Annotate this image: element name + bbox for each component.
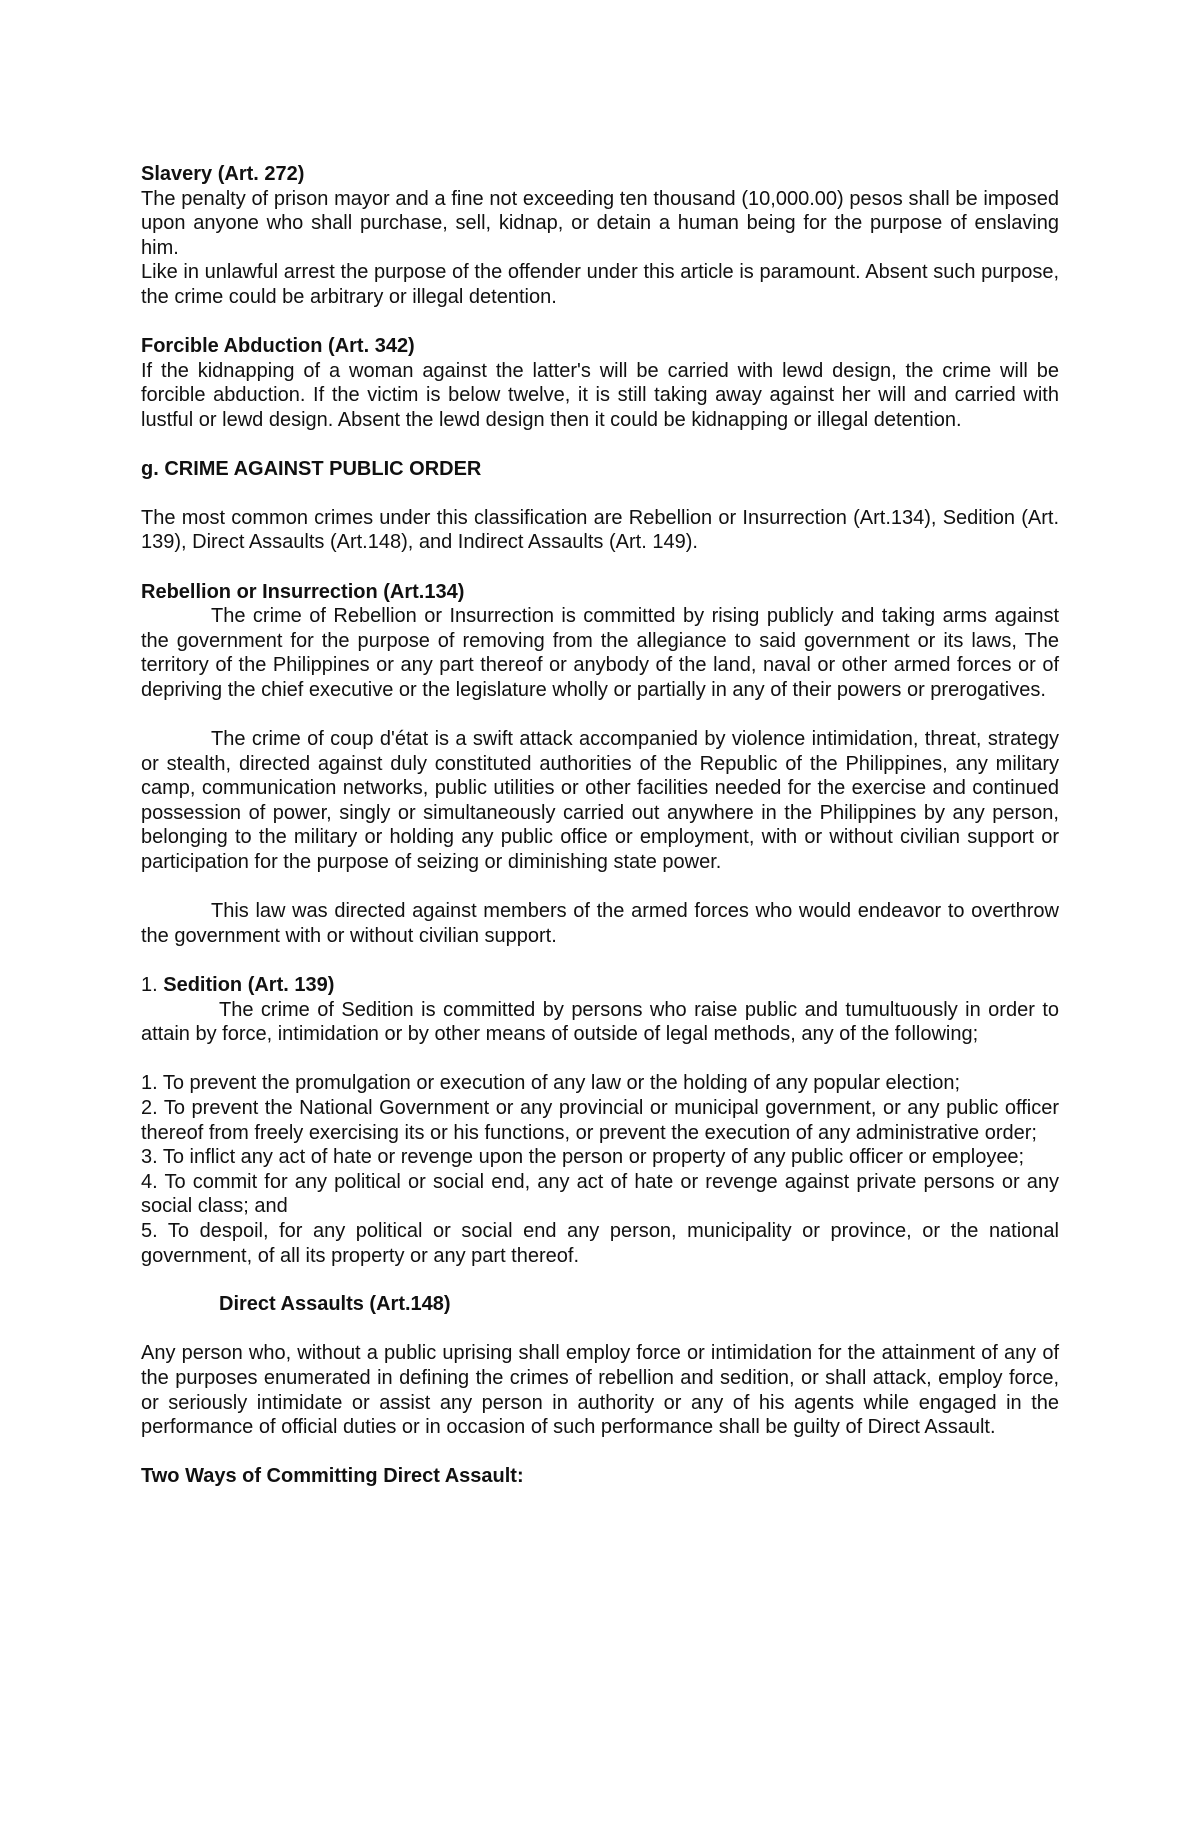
direct-assault-paragraph: Any person who, without a public uprising shall employ force or intimidation for the attainment of any of the purposes enumerated in defining the crimes of rebellion and sedition, or shall attack, employ force, or seriously intimidate or assist any person in authority or any of his agents while engaged in the performance of official duties or in occasion of such performance shall be guilty of Direct Assault. [141, 1342, 1059, 1439]
sedition-item-3: 3. To inflict any act of hate or revenge upon the person or property of any public officer or employee; [141, 1146, 1025, 1169]
slavery-paragraph-2: Like in unlawful arrest the purpose of the offender under this article is paramount. Absent such purpose, the crime could be arbitrary or illegal detention. [141, 261, 1059, 308]
sedition-item-5: 5. To despoil, for any political or social end any person, municipality or province, or the national government, of all its property or any part thereof. [141, 1219, 1059, 1267]
sedition-heading: Sedition (Art. 139) [163, 974, 335, 996]
document-page [141, 162, 1059, 1489]
sedition-item-4: 4. To commit for any political or social end, any act of hate or revenge against private persons or any social class; and [141, 1170, 1059, 1218]
slavery-heading: Slavery (Art. 272) [141, 163, 305, 185]
direct-assault-heading: Direct Assaults (Art.148) [219, 1293, 451, 1316]
slavery-paragraph-1: The penalty of prison mayor and a fine not exceeding ten thousand (10,000.00) pesos shall be imposed upon anyone who shall purchase, sell, kidnap, or detain a human being for the purpose of enslaving him. [141, 187, 1059, 259]
abduction-heading: Forcible Abduction (Art. 342) [141, 335, 415, 358]
rebellion-paragraph-1: The crime of Rebellion or Insurrection is committed by rising publicly and taking arms against the government for the purpose of removing from the allegiance to said government or its laws, The territory of the Philippines or any part thereof or anybody of the land, naval or other armed forces or of depriving the chief executive or the legislature wholly or partially in any of their powers or prerogatives. [141, 605, 1059, 701]
two-ways-heading: Two Ways of Committing Direct Assault: [141, 1465, 524, 1488]
public-order-heading: g. CRIME AGAINST PUBLIC ORDER [141, 457, 482, 480]
sedition-paragraph: The crime of Sedition is committed by persons who raise public and tumultuously in order to attain by force, intimidation or by other means of outside of legal methods, any of the following; [141, 998, 1059, 1046]
rebellion-paragraph-2: The crime of coup d'état is a swift attack accompanied by violence intimidation, threat, strategy or stealth, directed against duly constituted authorities of the Republic of the Philippines, any military camp, communication networks, public utilities or other facilities needed for the exercise and continued possession of power, singly or simultaneously carried out anywhere in the Philippines by any person, belonging to the military or holding any public office or employment, with or without civilian support or participation for the purpose of seizing or diminishing state power. [141, 728, 1059, 874]
sedition-number: 1. [141, 974, 158, 996]
sedition-heading-line [141, 973, 1059, 998]
sedition-item-2: 2. To prevent the National Government or any provincial or municipal government, or any public officer thereof from freely exercising its or his functions, or prevent the execution of any administrative order; [141, 1096, 1059, 1144]
public-order-paragraph: The most common crimes under this classification are Rebellion or Insurrection (Art.134), Sedition (Art. 139), Direct Assaults (Art.148), and Indirect Assaults (Art. 149). [141, 506, 1059, 554]
abduction-paragraph: If the kidnapping of a woman against the latter's will be carried with lewd design, the crime will be forcible abduction. If the victim is below twelve, it is still taking away against her will and carried with lustful or lewd design. Absent the lewd design then it could be kidnapping or illegal detention. [141, 359, 1059, 431]
rebellion-paragraph-3: This law was directed against members of the armed forces who would endeavor to overthrow the government with or without civilian support. [141, 900, 1059, 947]
rebellion-heading: Rebellion or Insurrection (Art.134) [141, 580, 465, 603]
sedition-item-1: 1. To prevent the promulgation or execution of any law or the holding of any popular election; [141, 1072, 961, 1095]
